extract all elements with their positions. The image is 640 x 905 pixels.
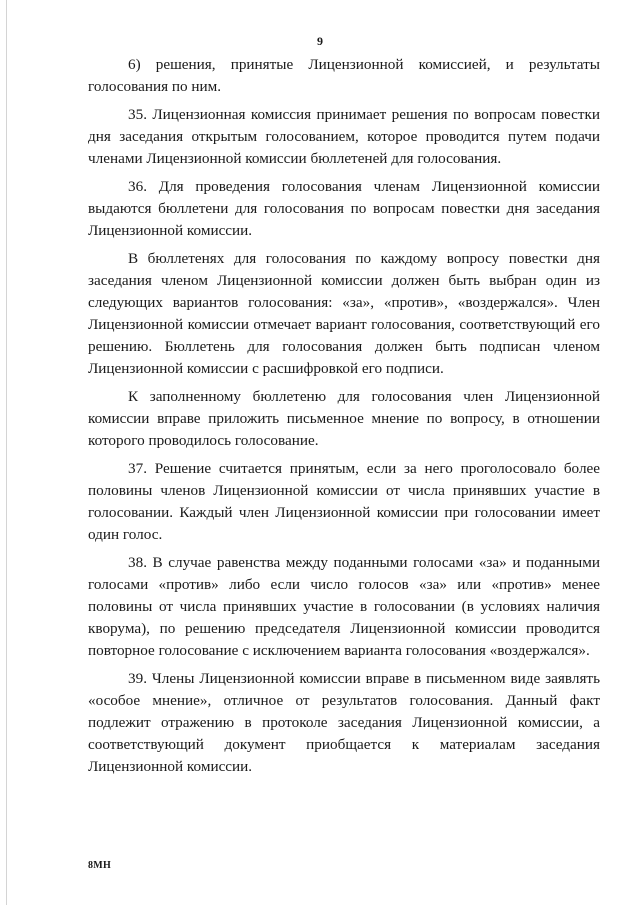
paragraph-ballot-options: В бюллетенях для голосования по каждому вопросу повестки дня заседания членом Лицензионной комиссии должен быть выбран один из следующих вариантов голосования: «за», «против», «воздержался». Член Лицензионной комиссии отмечает вариант голосования, соответствующий его решению. Бюллетень для голосования должен быть подписан членом Лицензионной комиссии с расшифровкой его подписи.: [88, 250, 600, 377]
paragraph-clause-37: 37. Решение считается принятым, если за него проголосовало более половины членов Лицензионной комиссии от числа принявших участие в голосовании. Каждый член Лицензионной комиссии при голосовании имеет один голос.: [88, 460, 600, 543]
paragraph-written-opinion: К заполненному бюллетеню для голосования член Лицензионной комиссии вправе приложить письменное мнение по вопросу, в отношении которого проводилось голосование.: [88, 388, 600, 449]
footer-code: 8МН: [88, 860, 112, 871]
document-body: [88, 54, 600, 784]
paragraph-clause-38: 38. В случае равенства между поданными голосами «за» и поданными голосами «против» либо если число голосов «за» или «против» менее половины от числа принявших участие в голосовании (в условиях наличия кворума), по решению председателя Лицензионной комиссии проводится повторное голосование с исключением варианта голосования «воздержался».: [88, 554, 600, 659]
page-number: 9: [317, 34, 323, 48]
paragraph-clause-36: 36. Для проведения голосования членам Лицензионной комиссии выдаются бюллетени для голосования по вопросам повестки дня заседания Лицензионной комиссии.: [88, 178, 600, 239]
scan-edge-line: [6, 0, 7, 905]
paragraph-clause-39: 39. Члены Лицензионной комиссии вправе в письменном виде заявлять «особое мнение», отличное от результатов голосования. Данный факт подлежит отражению в протоколе заседания Лицензионной комиссии, а соответствующий документ приобщается к материалам заседания Лицензионной комиссии.: [88, 670, 600, 775]
paragraph-clause-35: 35. Лицензионная комиссия принимает решения по вопросам повестки дня заседания открытым голосованием, которое проводится путем подачи членами Лицензионной комиссии бюллетеней для голосования.: [88, 106, 600, 167]
paragraph-item-6: 6) решения, принятые Лицензионной комиссией, и результаты голосования по ним.: [88, 56, 600, 95]
